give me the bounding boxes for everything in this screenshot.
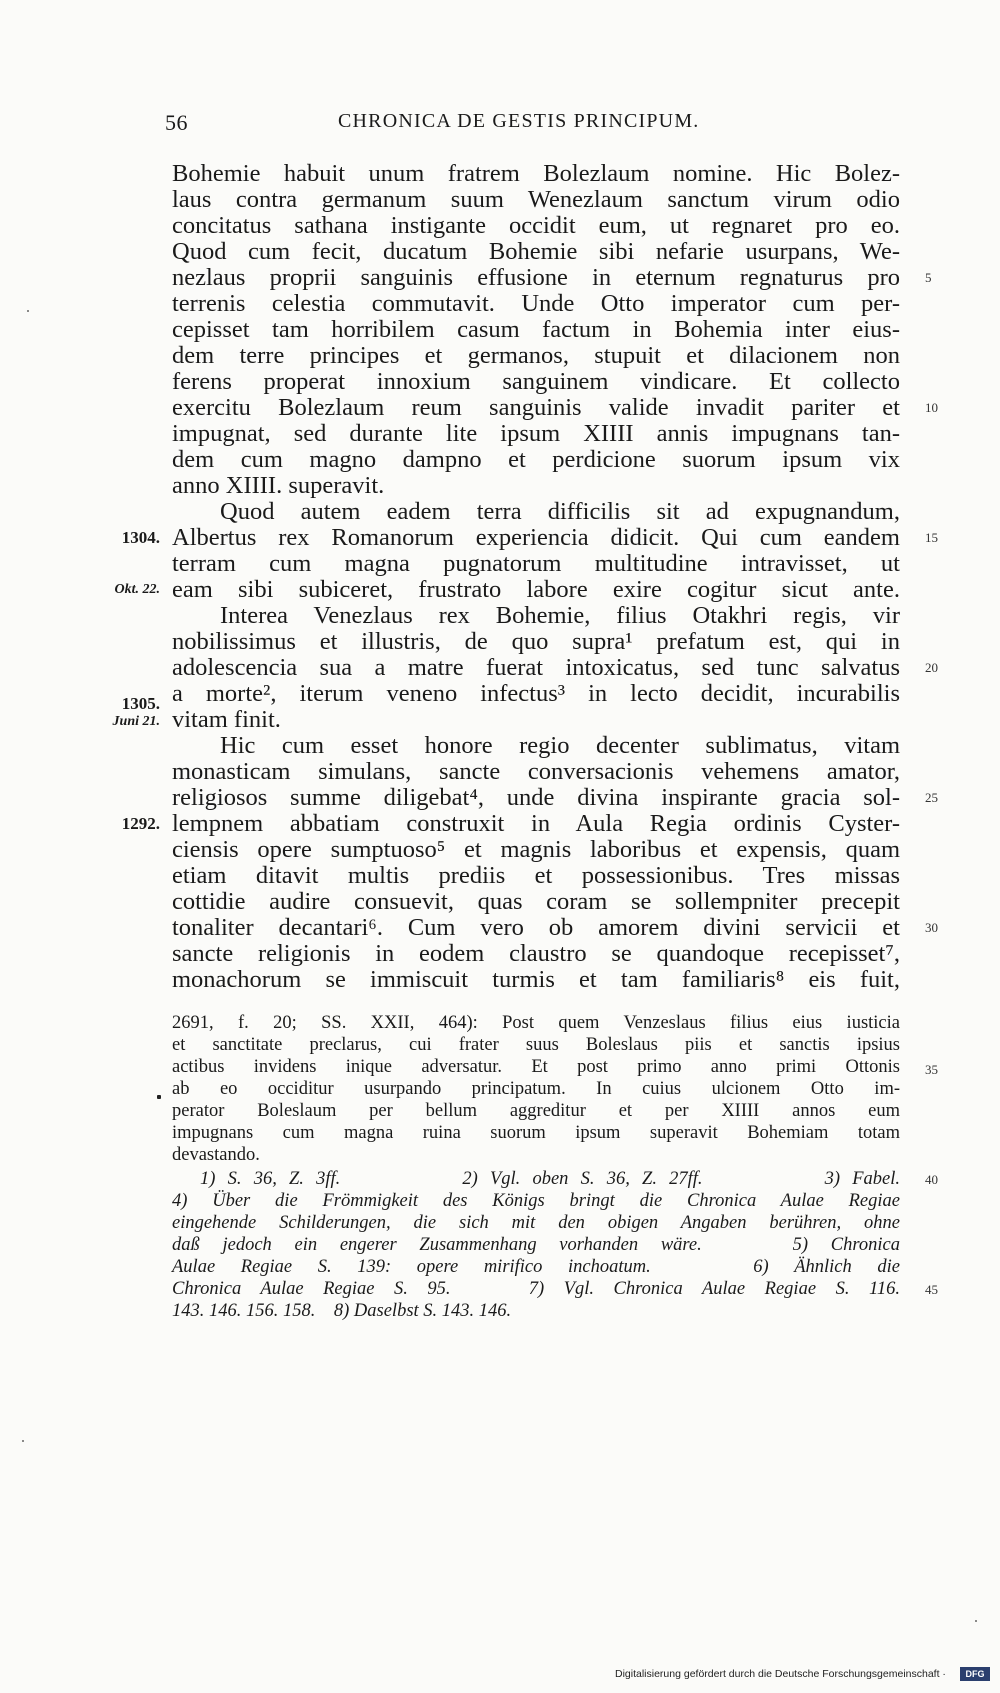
text-line: nobilissimus et illustris, de quo supra¹ prefatum est, qui in <box>172 628 900 655</box>
text-line: etiam ditavit multis prediis et possessionibus. Tres missas <box>172 862 900 889</box>
footnote-line: Chronica Aulae Regiae S. 95. 7) Vgl. Chronica Aulae Regiae S. 116. <box>172 1279 900 1299</box>
text-line: cottidie audire consuevit, quas coram se sollempniter precepit <box>172 888 900 915</box>
text-line: laus contra germanum suum Wenezlaum sanctum virum odio <box>172 186 900 213</box>
margin-year: 1305. <box>121 694 160 713</box>
text-line: dem terre principes et germanos, stupuit et dilacionem non <box>172 342 900 369</box>
footnote-line: 143. 146. 156. 158. 8) Daselbst S. 143. 146. <box>172 1301 512 1321</box>
text-line: Quod cum fecit, ducatum Bohemie sibi nefarie usurpans, We- <box>172 238 900 265</box>
text-line: religiosos summe diligebat⁴, unde divina inspirante gracia sol- <box>172 784 900 811</box>
line-number: 5 <box>925 270 932 285</box>
text-line: terram cum magna pugnatorum multitudine intravisset, ut <box>172 550 900 577</box>
text-line: lempnem abbatiam construxit in Aula Regia ordinis Cyster- <box>172 810 900 837</box>
margin-year: 1304. <box>121 528 160 547</box>
footnote-line: 4) Über die Frömmigkeit des Königs bringt die Chronica Aulae Regiae <box>172 1191 900 1211</box>
text-line: eam sibi subiceret, frustrato labore exire cogitur sicut ante. <box>172 576 900 603</box>
text-line: exercitu Bolezlaum reum sanguinis valide invadit pariter et <box>172 394 900 421</box>
text-line: ferens properat innoxium sanguinem vindicare. Et collecto <box>172 368 900 395</box>
footnote-quote-line: impugnans cum magna ruina suorum ipsum superavit Bohemiam totam <box>172 1123 900 1143</box>
text-line: monasticam simulans, sancte conversacionis vehemens amator, <box>172 758 900 785</box>
line-number: 40 <box>925 1172 938 1187</box>
dfg-logo: DFG <box>960 1667 990 1681</box>
text-line: Hic cum esset honore regio decenter sublimatus, vitam <box>220 732 900 759</box>
text-line: terrenis celestia commutavit. Unde Otto imperator cum per- <box>172 290 900 317</box>
text-line: dem cum magno dampno et perdicione suorum ipsum vix <box>172 446 900 473</box>
text-line: tonaliter decantari⁶. Cum vero ob amorem divini servicii et <box>172 914 900 941</box>
line-number: 15 <box>925 530 938 545</box>
text-line: nezlaus proprii sanguinis effusione in eternum regnaturus pro <box>172 264 900 291</box>
footnote-quote-line: et sanctitate preclarus, cui frater suus Boleslaus piis et sanctis ipsius <box>172 1035 900 1055</box>
scan-speck <box>27 310 29 312</box>
text-line: Quod autem eadem terra difficilis sit ad expugnandum, <box>220 498 900 525</box>
footnote-line: Aulae Regiae S. 139: opere mirifico inchoatum. 6) Ähnlich die <box>172 1257 900 1277</box>
text-line: a morte², iterum veneno infectus³ in lecto decidit, incurabilis <box>172 680 900 707</box>
line-number: 10 <box>925 400 938 415</box>
line-number: 30 <box>925 920 938 935</box>
margin-date: Okt. 22. <box>114 582 160 597</box>
line-number: 25 <box>925 790 938 805</box>
margin-year: 1292. <box>121 814 160 833</box>
text-line: sancte religionis in eodem claustro se quandoque recepisset⁷, <box>172 940 900 967</box>
text-line: concitatus sathana instigante occidit eum, ut regnaret pro eo. <box>172 212 900 239</box>
margin-date: Juni 21. <box>112 714 160 729</box>
text-line: impugnat, sed durante lite ipsum XIIII annis impugnans tan- <box>172 420 900 447</box>
footnote-quote-line: actibus invidens inique adversatur. Et post primo anno primi Ottonis <box>172 1057 900 1077</box>
footnote-line: daß jedoch ein engerer Zusammenhang vorhanden wäre. 5) Chronica <box>172 1235 900 1255</box>
footnote-line: eingehende Schilderungen, die sich mit den obigen Angaben berühren, ohne <box>172 1213 900 1233</box>
page-number: 56 <box>165 110 188 135</box>
running-title: CHRONICA DE GESTIS PRINCIPUM. <box>338 110 700 132</box>
digitization-credit: Digitalisierung gefördert durch die Deutsche Forschungsgemeinschaft · <box>615 1668 946 1680</box>
scan-speck <box>22 1440 24 1442</box>
text-line: Bohemie habuit unum fratrem Bolezlaum nomine. Hic Bolez- <box>172 160 900 187</box>
scan-speck <box>975 1620 977 1622</box>
text-line: monachorum se immiscuit turmis et tam familiaris⁸ eis fuit, <box>172 966 900 993</box>
text-line: Albertus rex Romanorum experiencia didicit. Qui cum eandem <box>172 524 900 551</box>
text-line: Interea Venezlaus rex Bohemie, filius Otakhri regis, vir <box>220 602 900 629</box>
footnote-quote-line: perator Boleslaum per bellum aggreditur et per XIIII annos eum <box>172 1101 900 1121</box>
text-line: ciensis opere sumptuoso⁵ et magnis laboribus et expensis, quam <box>172 836 900 863</box>
footnote-quote-line: ab eo occiditur usurpando principatum. In cuius ulcionem Otto im- <box>172 1079 900 1099</box>
text-line: cepisset tam horribilem casum factum in Bohemia inter eius- <box>172 316 900 343</box>
line-number: 35 <box>925 1062 938 1077</box>
footnote-quote-line: 2691, f. 20; SS. XXII, 464): Post quem Venzeslaus filius eius iusticia <box>172 1013 900 1033</box>
text-line: anno XIIII. superavit. <box>172 472 385 499</box>
text-line: vitam finit. <box>172 706 281 733</box>
line-number: 45 <box>925 1282 938 1297</box>
footnote-quote-line: devastando. <box>172 1145 260 1165</box>
text-line: adolescencia sua a matre fuerat intoxicatus, sed tunc salvatus <box>172 654 900 681</box>
scan-speck <box>157 1095 161 1099</box>
line-number: 20 <box>925 660 938 675</box>
footnote-line: 1) S. 36, Z. 3ff. 2) Vgl. oben S. 36, Z. 27ff. 3) Fabel. <box>200 1169 900 1189</box>
